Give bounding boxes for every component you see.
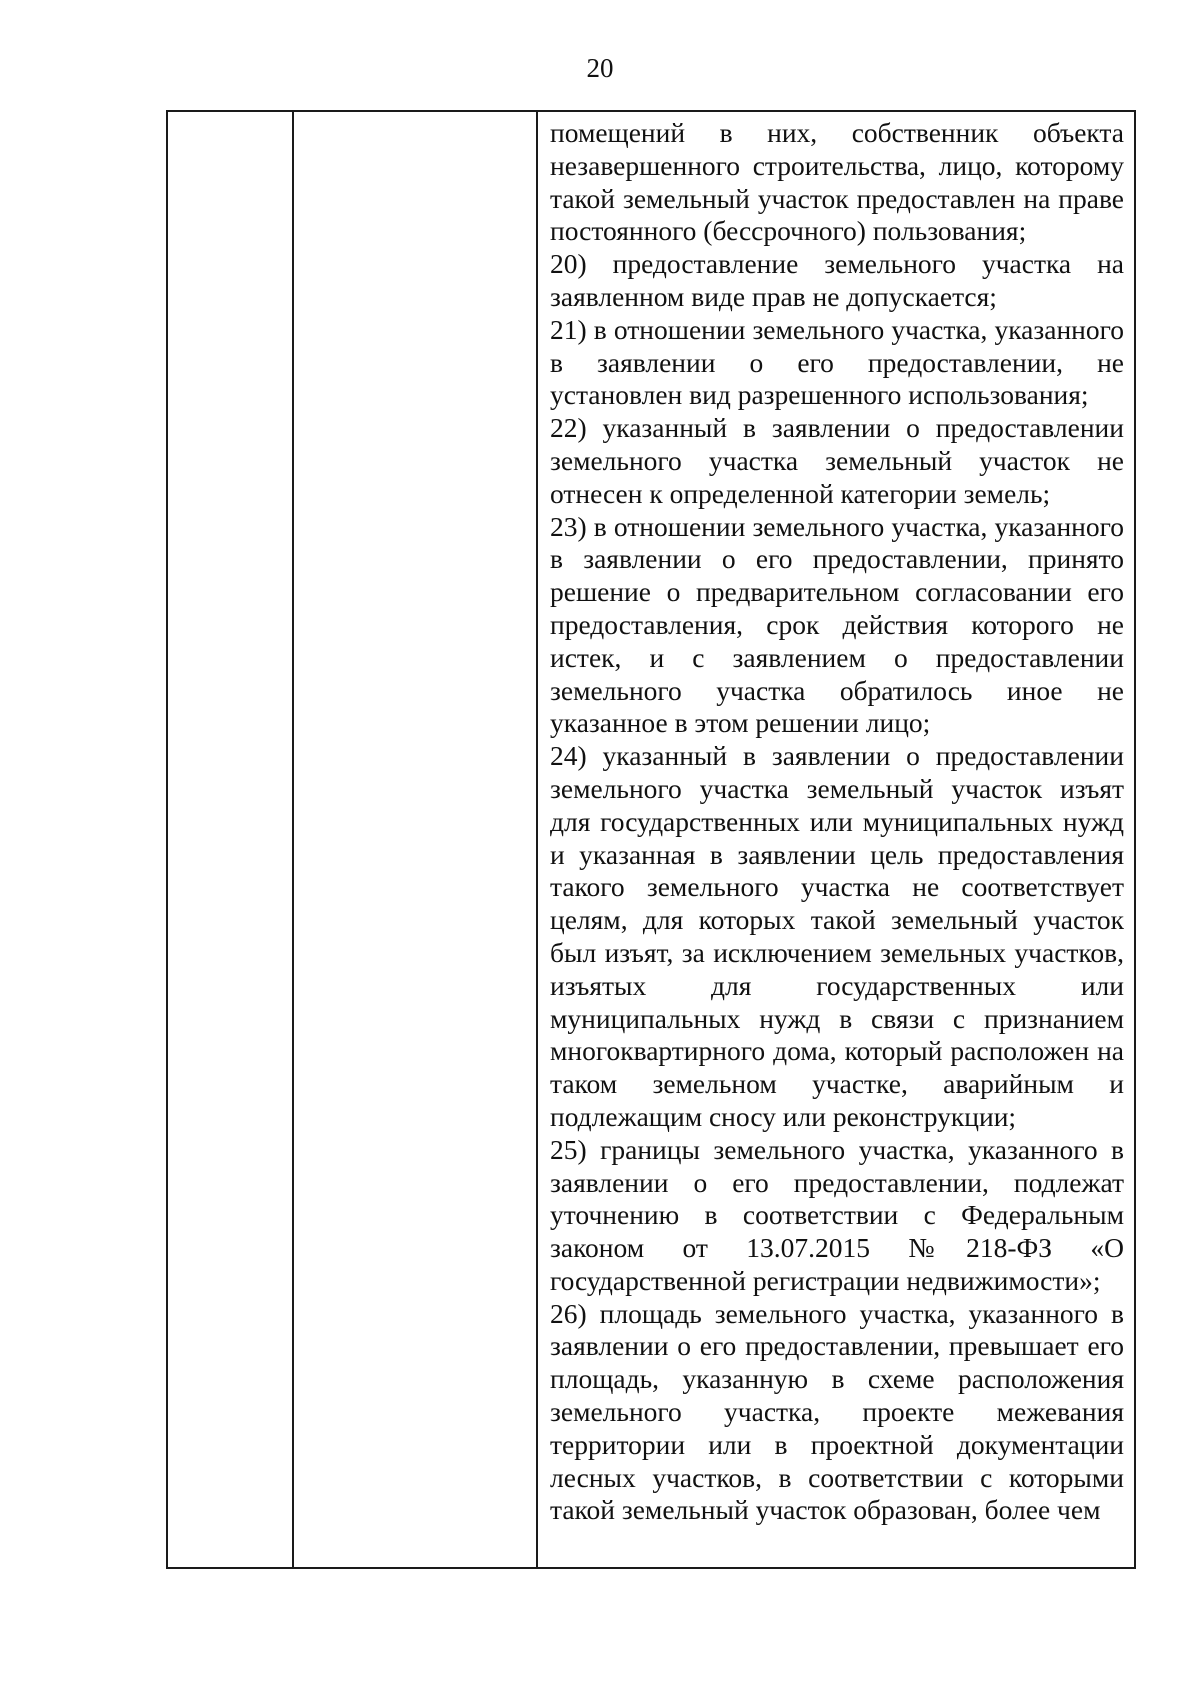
table-cell-text [538, 112, 1134, 1567]
paragraph: 25) границы земельного участка, указанного в заявлении о его предоставлении, подлежат уточнению в соответствии с Федеральным законом от 13.07.2015 №218-ФЗ «О государственной регистрации недвижимости»; [550, 1133, 1124, 1296]
paragraph: 24) указанный в заявлении о предоставлении земельного участка земельный участок изъят для государственных или муниципальных нужд и указанная в заявлении цель предоставления такого земельного участка не соответствует целям, для которых такой земельный участок был изъят, за исключением земельных участков, изъятых для государственных или муниципальных нужд в связи с признанием многоквартирного дома, который расположен на таком земельном участке, аварийным и подлежащим сносу или реконструкции; [550, 740, 1124, 1132]
paragraph: 21) в отношении земельного участка, указанного в заявлении о его предоставлении, не установлен вид разрешенного использования; [550, 313, 1124, 411]
paragraph: 22) указанный в заявлении о предоставлении земельного участка земельный участок не отнесен к определенной категории земель; [550, 412, 1124, 509]
paragraph: 20) предоставление земельного участка на заявленном виде прав не допускается; [550, 248, 1124, 312]
paragraph: 26) площадь земельного участка, указанного в заявлении о его предоставлении, превышает его площадь, указанную в схеме расположения земельного участка, проекте межевания территории или в проектной документации лесных участков, в соответствии с которыми такой земельный участок образован, более чем [550, 1297, 1124, 1526]
paragraph: 23) в отношении земельного участка, указанного в заявлении о его предоставлении, принято решение о предварительном согласовании его предоставления, срок действия которого не истек, и с заявлением о предоставлении земельного участка обратилось иное не указанное в этом решении лицо; [550, 510, 1124, 739]
document-table [166, 110, 1136, 1569]
table-column-divider [292, 112, 294, 1567]
page-number: 20 [586, 53, 614, 83]
paragraph: помещений в них, собственник объекта незавершенного строительства, лицо, которому такой земельный участок предоставлен на праве постоянного (бессрочного) пользования; [550, 117, 1124, 247]
